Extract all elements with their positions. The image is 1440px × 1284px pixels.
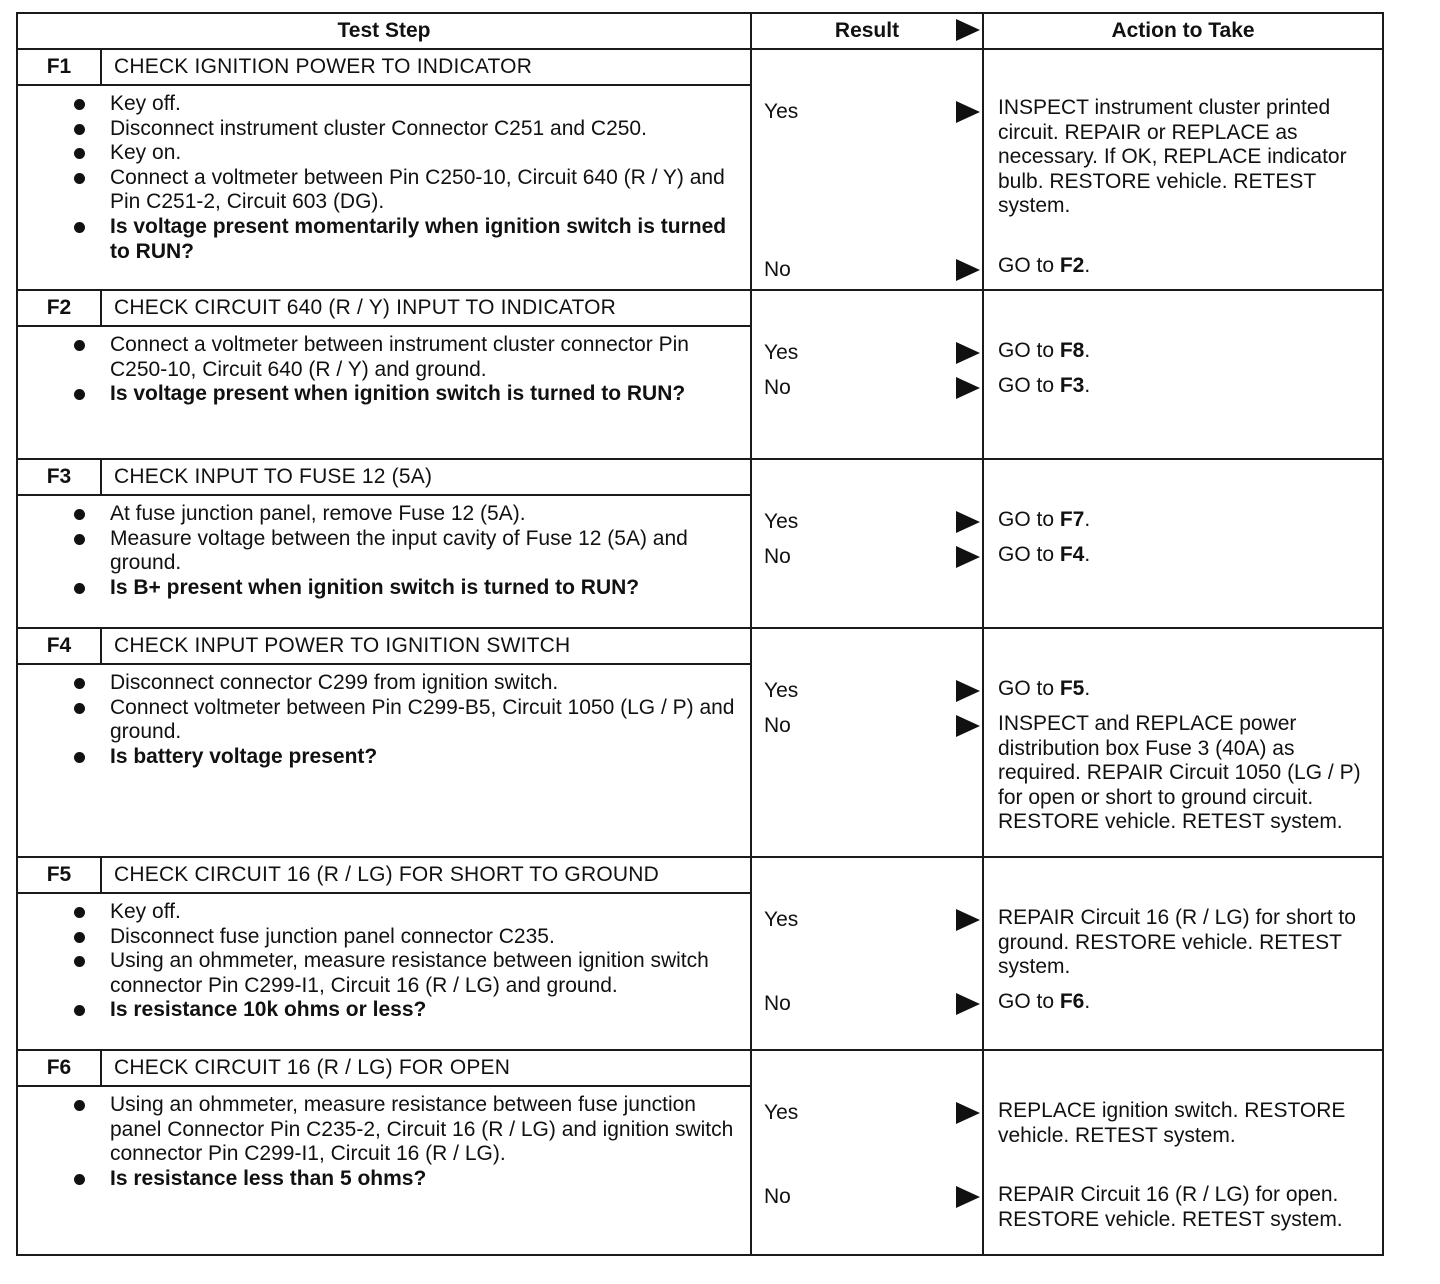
- header-action: Action to Take: [983, 13, 1383, 49]
- test-step-cell: [17, 1050, 751, 1255]
- action-text: [998, 339, 1374, 364]
- right-arrow-icon: [956, 342, 980, 371]
- step-bullet-list: [18, 496, 750, 600]
- bullet-item: Using an ohmmeter, measure resistance between fuse junction panel Connector Pin C235-2, Circuit 16 (R / LG) and ignition switch connector Pin C299-I1, Circuit 16 (R / LG).: [110, 1093, 740, 1167]
- header-row: [17, 13, 1383, 49]
- bullet-item: Key off.: [110, 900, 740, 925]
- action-cell: [983, 49, 1383, 290]
- action-text: INSPECT instrument cluster printed circuit. REPAIR or REPLACE as necessary. If OK, REPLACE indicator bulb. RESTORE vehicle. RETEST system.: [998, 96, 1347, 218]
- step-title: CHECK IGNITION POWER TO INDICATOR: [114, 54, 533, 78]
- test-step-cell: [17, 49, 751, 290]
- step-id: F4: [18, 629, 102, 663]
- step-row: [17, 459, 1383, 628]
- action-prefix: GO to: [998, 508, 1060, 531]
- test-step-cell: [17, 857, 751, 1050]
- bullet-item: Disconnect fuse junction panel connector C235.: [110, 925, 740, 950]
- step-reference: F3: [1059, 374, 1085, 397]
- bullet-item: Connect voltmeter between Pin C299-B5, Circuit 1050 (LG / P) and ground.: [110, 696, 740, 745]
- action-text: [998, 374, 1374, 399]
- bullet-item: Is resistance 10k ohms or less?: [110, 998, 740, 1023]
- result-cell: [751, 49, 983, 290]
- step-title: CHECK CIRCUIT 640 (R / Y) INPUT TO INDICATOR: [114, 295, 617, 319]
- right-arrow-icon: [956, 909, 980, 938]
- bullet-item: Disconnect instrument cluster Connector C251 and C250.: [110, 117, 740, 142]
- test-step-cell: [17, 290, 751, 459]
- action-prefix: GO to: [998, 339, 1060, 362]
- step-header: [18, 1051, 750, 1087]
- action-prefix: GO to: [998, 254, 1060, 277]
- result-line: [764, 341, 982, 367]
- action-prefix: GO to: [998, 677, 1060, 700]
- step-title: CHECK INPUT TO FUSE 12 (5A): [114, 464, 433, 488]
- action-text: [998, 254, 1374, 279]
- step-title: CHECK CIRCUIT 16 (R / LG) FOR OPEN: [114, 1055, 511, 1079]
- result-label: Yes: [764, 100, 799, 123]
- action-prefix: GO to: [998, 543, 1060, 566]
- step-reference: F6: [1059, 990, 1085, 1013]
- right-arrow-icon: [956, 546, 980, 575]
- bullet-item: Key on.: [110, 141, 740, 166]
- step-header: [18, 460, 750, 496]
- right-arrow-icon: [956, 715, 980, 744]
- action-suffix: .: [1084, 677, 1091, 700]
- action-text: [998, 508, 1374, 533]
- action-cell: [983, 1050, 1383, 1255]
- bullet-item: Is voltage present momentarily when ignition switch is turned to RUN?: [110, 215, 740, 264]
- step-id: F2: [18, 291, 102, 325]
- step-bullet-list: [18, 327, 750, 407]
- action-text: REPLACE ignition switch. RESTORE vehicle. RETEST system.: [998, 1099, 1346, 1147]
- right-arrow-icon: [956, 259, 980, 288]
- action-text: REPAIR Circuit 16 (R / LG) for open. RESTORE vehicle. RETEST system.: [998, 1183, 1343, 1231]
- step-reference: F8: [1059, 339, 1085, 362]
- result-cell: [751, 857, 983, 1050]
- bullet-item: Disconnect connector C299 from ignition switch.: [110, 671, 740, 696]
- action-text: [998, 677, 1374, 702]
- test-step-cell: [17, 459, 751, 628]
- result-label: Yes: [764, 908, 799, 931]
- step-header: [18, 50, 750, 86]
- header-test-step: Test Step: [17, 13, 751, 49]
- result-label: No: [764, 1185, 791, 1208]
- step-reference: F4: [1059, 543, 1085, 566]
- result-line: [764, 679, 982, 705]
- result-label: No: [764, 258, 791, 281]
- step-row: [17, 857, 1383, 1050]
- action-suffix: .: [1084, 543, 1091, 566]
- header-result: [751, 13, 983, 49]
- action-cell: [983, 628, 1383, 857]
- bullet-item: Is resistance less than 5 ohms?: [110, 1167, 740, 1192]
- result-cell: [751, 290, 983, 459]
- result-cell: [751, 628, 983, 857]
- bullet-item: Measure voltage between the input cavity of Fuse 12 (5A) and ground.: [110, 527, 740, 576]
- result-line: [764, 1185, 982, 1211]
- result-label: Yes: [764, 341, 799, 364]
- result-line: [764, 992, 982, 1018]
- action-suffix: .: [1084, 990, 1091, 1013]
- result-label: Yes: [764, 679, 799, 702]
- result-line: [764, 100, 982, 126]
- action-prefix: GO to: [998, 374, 1060, 397]
- step-header: [18, 858, 750, 894]
- result-line: [764, 908, 982, 934]
- step-reference: F7: [1059, 508, 1085, 531]
- right-arrow-icon: [956, 377, 980, 406]
- step-title: CHECK CIRCUIT 16 (R / LG) FOR SHORT TO GROUND: [114, 862, 659, 886]
- step-reference: F2: [1059, 254, 1085, 277]
- header-result-label: Result: [834, 18, 900, 42]
- result-line: [764, 258, 982, 284]
- action-cell: [983, 857, 1383, 1050]
- right-arrow-icon: [956, 19, 980, 48]
- action-suffix: .: [1084, 374, 1091, 397]
- step-row: [17, 1050, 1383, 1255]
- result-line: [764, 510, 982, 536]
- action-text: INSPECT and REPLACE power distribution box Fuse 3 (40A) as required. REPAIR Circuit 1050 (LG / P) for open or short to ground circuit. RESTORE vehicle. RETEST system.: [998, 712, 1361, 834]
- action-cell: [983, 459, 1383, 628]
- result-label: No: [764, 376, 791, 399]
- step-id: F5: [18, 858, 102, 892]
- step-reference: F5: [1059, 677, 1085, 700]
- bullet-item: Is voltage present when ignition switch is turned to RUN?: [110, 382, 740, 407]
- step-id: F3: [18, 460, 102, 494]
- step-title: CHECK INPUT POWER TO IGNITION SWITCH: [114, 633, 571, 657]
- action-prefix: GO to: [998, 990, 1060, 1013]
- bullet-item: Key off.: [110, 92, 740, 117]
- step-header: [18, 629, 750, 665]
- right-arrow-icon: [956, 1186, 980, 1215]
- action-suffix: .: [1084, 508, 1091, 531]
- step-row: [17, 290, 1383, 459]
- action-text: [998, 990, 1374, 1015]
- bullet-item: Connect a voltmeter between Pin C250-10, Circuit 640 (R / Y) and Pin C251-2, Circuit 603 (DG).: [110, 166, 740, 215]
- bullet-item: Connect a voltmeter between instrument cluster connector Pin C250-10, Circuit 640 (R / Y) and ground.: [110, 333, 740, 382]
- step-id: F1: [18, 50, 102, 84]
- result-line: [764, 545, 982, 571]
- right-arrow-icon: [956, 680, 980, 709]
- right-arrow-icon: [956, 511, 980, 540]
- test-step-cell: [17, 628, 751, 857]
- step-bullet-list: [18, 1087, 750, 1191]
- bullet-item: At fuse junction panel, remove Fuse 12 (5A).: [110, 502, 740, 527]
- diagnostic-table: [16, 12, 1384, 1256]
- result-cell: [751, 1050, 983, 1255]
- result-label: Yes: [764, 510, 799, 533]
- result-label: No: [764, 545, 791, 568]
- step-bullet-list: [18, 86, 750, 264]
- bullet-item: Is battery voltage present?: [110, 745, 740, 770]
- result-label: No: [764, 714, 791, 737]
- result-label: Yes: [764, 1101, 799, 1124]
- result-line: [764, 376, 982, 402]
- action-suffix: .: [1084, 339, 1091, 362]
- result-cell: [751, 459, 983, 628]
- action-text: REPAIR Circuit 16 (R / LG) for short to ground. RESTORE vehicle. RETEST system.: [998, 906, 1356, 979]
- bullet-item: Is B+ present when ignition switch is turned to RUN?: [110, 576, 740, 601]
- right-arrow-icon: [956, 101, 980, 130]
- action-text: [998, 543, 1374, 568]
- step-bullet-list: [18, 665, 750, 769]
- step-row: [17, 49, 1383, 290]
- step-header: [18, 291, 750, 327]
- bullet-item: Using an ohmmeter, measure resistance between ignition switch connector Pin C299-I1, Circuit 16 (R / LG) and ground.: [110, 949, 740, 998]
- right-arrow-icon: [956, 993, 980, 1022]
- result-label: No: [764, 992, 791, 1015]
- right-arrow-icon: [956, 1102, 980, 1131]
- result-line: [764, 1101, 982, 1127]
- action-cell: [983, 290, 1383, 459]
- step-row: [17, 628, 1383, 857]
- step-id: F6: [18, 1051, 102, 1085]
- result-line: [764, 714, 982, 740]
- action-suffix: .: [1084, 254, 1091, 277]
- step-bullet-list: [18, 894, 750, 1023]
